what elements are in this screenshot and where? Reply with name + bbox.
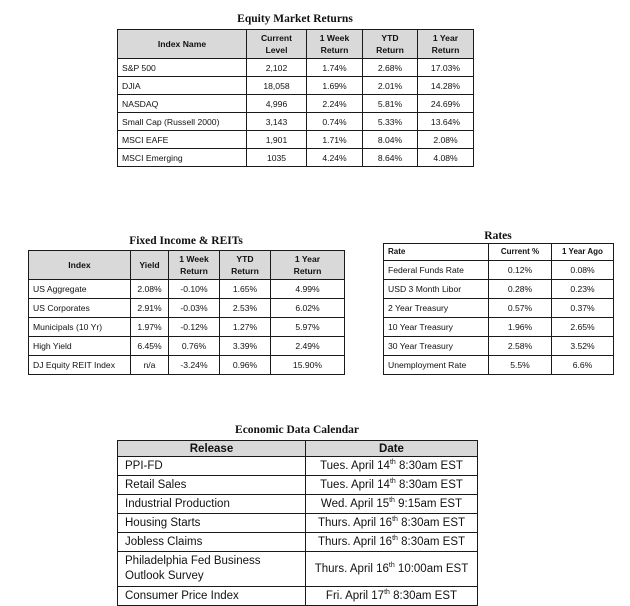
equity-col-index: Index Name bbox=[118, 30, 247, 59]
fixed-header-row bbox=[29, 251, 345, 280]
calendar-release: Philadelphia Fed Business Outlook Survey bbox=[118, 552, 306, 587]
equity-index-name: Small Cap (Russell 2000) bbox=[118, 113, 247, 131]
equity-ytd-return: 5.33% bbox=[363, 113, 418, 131]
fixed-row bbox=[29, 299, 345, 318]
rates-name: Federal Funds Rate bbox=[384, 261, 489, 280]
equity-week-return: 2.24% bbox=[307, 95, 363, 113]
calendar-date-day: Wed. April 15 bbox=[320, 498, 390, 510]
fixed-year-return: 5.97% bbox=[271, 318, 345, 337]
equity-col-year: 1 Year Return bbox=[418, 30, 474, 59]
rates-col-year-ago: 1 Year Ago bbox=[552, 244, 614, 261]
fixed-yield: 6.45% bbox=[131, 337, 169, 356]
equity-current-level: 2,102 bbox=[247, 59, 307, 77]
calendar-date-day: Thurs. April 16 bbox=[314, 563, 389, 575]
fixed-income-title: Fixed Income & REITs bbox=[129, 235, 243, 247]
rates-header-row bbox=[384, 244, 614, 261]
calendar-release: PPI-FD bbox=[118, 457, 306, 476]
calendar-row bbox=[118, 476, 478, 495]
fixed-index-name: DJ Equity REIT Index bbox=[29, 356, 131, 375]
calendar-date-suffix: th bbox=[389, 459, 396, 467]
calendar-col-date: Date bbox=[306, 441, 478, 457]
calendar-date-time: 9:15am EST bbox=[394, 498, 463, 510]
calendar-date-time: 8:30am EST bbox=[395, 479, 463, 491]
equity-row bbox=[118, 77, 474, 95]
rates-name: USD 3 Month Libor bbox=[384, 280, 489, 299]
fixed-year-return: 15.90% bbox=[271, 356, 345, 375]
calendar-date-time: 8:30am EST bbox=[397, 536, 466, 548]
calendar-date-day: Thurs. April 16 bbox=[317, 536, 393, 548]
calendar-date bbox=[306, 457, 478, 476]
calendar-date-time: 8:30am EST bbox=[389, 590, 458, 602]
calendar-date-suffix: th bbox=[384, 589, 390, 597]
calendar-release: Housing Starts bbox=[118, 514, 306, 533]
calendar-row bbox=[118, 457, 478, 476]
rates-current: 0.28% bbox=[489, 280, 552, 299]
calendar-date-time: 8:30am EST bbox=[395, 460, 463, 472]
equity-year-return: 24.69% bbox=[418, 95, 474, 113]
fixed-row bbox=[29, 280, 345, 299]
equity-current-level: 4,996 bbox=[247, 95, 307, 113]
equity-current-level: 18,058 bbox=[247, 77, 307, 95]
fixed-ytd-return: 1.65% bbox=[220, 280, 271, 299]
fixed-ytd-return: 2.53% bbox=[220, 299, 271, 318]
fixed-yield: 2.91% bbox=[131, 299, 169, 318]
fixed-week-return: 0.76% bbox=[169, 337, 220, 356]
equity-current-level: 3,143 bbox=[247, 113, 307, 131]
fixed-year-return: 4.99% bbox=[271, 280, 345, 299]
fixed-year-return: 6.02% bbox=[271, 299, 345, 318]
equity-week-return: 1.69% bbox=[307, 77, 363, 95]
equity-header-row bbox=[118, 30, 474, 59]
equity-row bbox=[118, 113, 474, 131]
fixed-row bbox=[29, 356, 345, 375]
fixed-index-name: Municipals (10 Yr) bbox=[29, 318, 131, 337]
rates-row bbox=[384, 280, 614, 299]
equity-table bbox=[117, 29, 474, 167]
rates-current: 1.96% bbox=[489, 318, 552, 337]
equity-year-return: 13.64% bbox=[418, 113, 474, 131]
rates-name: 30 Year Treasury bbox=[384, 337, 489, 356]
equity-year-return: 2.08% bbox=[418, 131, 474, 149]
calendar-header-row bbox=[118, 441, 478, 457]
fixed-yield: 2.08% bbox=[131, 280, 169, 299]
rates-col-current: Current % bbox=[489, 244, 552, 261]
equity-index-name: MSCI EAFE bbox=[118, 131, 247, 149]
calendar-row bbox=[118, 495, 478, 514]
calendar-title: Economic Data Calendar bbox=[235, 424, 359, 436]
calendar-release: Jobless Claims bbox=[118, 533, 306, 552]
calendar-date bbox=[306, 514, 478, 533]
equity-ytd-return: 2.68% bbox=[363, 59, 418, 77]
equity-row bbox=[118, 131, 474, 149]
fixed-week-return: -0.10% bbox=[169, 280, 220, 299]
calendar-date-suffix: th bbox=[389, 497, 395, 505]
rates-current: 0.12% bbox=[489, 261, 552, 280]
rates-row bbox=[384, 318, 614, 337]
rates-row bbox=[384, 337, 614, 356]
fixed-yield: 1.97% bbox=[131, 318, 169, 337]
equity-index-name: S&P 500 bbox=[118, 59, 247, 77]
fixed-row bbox=[29, 318, 345, 337]
rates-current: 5.5% bbox=[489, 356, 552, 375]
calendar-release: Retail Sales bbox=[118, 476, 306, 495]
fixed-col-week: 1 Week Return bbox=[169, 251, 220, 280]
calendar-date-day: Tues. April 14 bbox=[320, 479, 390, 491]
calendar-date bbox=[306, 495, 478, 514]
fixed-index-name: High Yield bbox=[29, 337, 131, 356]
calendar-date-suffix: th bbox=[389, 478, 396, 486]
rates-name: Unemployment Rate bbox=[384, 356, 489, 375]
fixed-week-return: -0.12% bbox=[169, 318, 220, 337]
fixed-row bbox=[29, 337, 345, 356]
calendar-date-suffix: th bbox=[392, 516, 398, 524]
equity-current-level: 1,901 bbox=[247, 131, 307, 149]
rates-row bbox=[384, 299, 614, 318]
equity-week-return: 1.74% bbox=[307, 59, 363, 77]
rates-row bbox=[384, 356, 614, 375]
calendar-date bbox=[306, 552, 478, 587]
rates-current: 2.58% bbox=[489, 337, 552, 356]
equity-row bbox=[118, 95, 474, 113]
equity-week-return: 4.24% bbox=[307, 149, 363, 167]
fixed-ytd-return: 1.27% bbox=[220, 318, 271, 337]
calendar-row bbox=[118, 587, 478, 606]
equity-row bbox=[118, 59, 474, 77]
rates-year-ago: 0.37% bbox=[552, 299, 614, 318]
calendar-row bbox=[118, 552, 478, 587]
equity-col-ytd: YTD Return bbox=[363, 30, 418, 59]
rates-name: 10 Year Treasury bbox=[384, 318, 489, 337]
fixed-week-return: -0.03% bbox=[169, 299, 220, 318]
rates-year-ago: 6.6% bbox=[552, 356, 614, 375]
equity-title: Equity Market Returns bbox=[237, 13, 353, 25]
equity-week-return: 1.71% bbox=[307, 131, 363, 149]
equity-year-return: 4.08% bbox=[418, 149, 474, 167]
calendar-date-time: 8:30am EST bbox=[397, 517, 466, 529]
fixed-ytd-return: 0.96% bbox=[220, 356, 271, 375]
rates-year-ago: 3.52% bbox=[552, 337, 614, 356]
rates-title: Rates bbox=[484, 230, 512, 242]
rates-year-ago: 2.65% bbox=[552, 318, 614, 337]
equity-ytd-return: 8.04% bbox=[363, 131, 418, 149]
fixed-yield: n/a bbox=[131, 356, 169, 375]
equity-ytd-return: 8.64% bbox=[363, 149, 418, 167]
equity-ytd-return: 2.01% bbox=[363, 77, 418, 95]
rates-year-ago: 0.08% bbox=[552, 261, 614, 280]
calendar-release: Consumer Price Index bbox=[118, 587, 306, 606]
equity-row bbox=[118, 149, 474, 167]
fixed-year-return: 2.49% bbox=[271, 337, 345, 356]
rates-current: 0.57% bbox=[489, 299, 552, 318]
calendar-date bbox=[306, 533, 478, 552]
fixed-col-ytd: YTD Return bbox=[220, 251, 271, 280]
calendar-release: Industrial Production bbox=[118, 495, 306, 514]
fixed-col-year: 1 Year Return bbox=[271, 251, 345, 280]
calendar-date-day: Fri. April 17 bbox=[325, 590, 385, 602]
fixed-week-return: -3.24% bbox=[169, 356, 220, 375]
calendar-date-day: Thurs. April 16 bbox=[317, 517, 393, 529]
calendar-date bbox=[306, 587, 478, 606]
rates-row bbox=[384, 261, 614, 280]
calendar-row bbox=[118, 533, 478, 552]
calendar-date-suffix: th bbox=[392, 535, 398, 543]
rates-col-rate: Rate bbox=[384, 244, 489, 261]
fixed-ytd-return: 3.39% bbox=[220, 337, 271, 356]
fixed-income-table bbox=[28, 250, 345, 375]
calendar-date-suffix: th bbox=[388, 562, 395, 570]
equity-year-return: 14.28% bbox=[418, 77, 474, 95]
equity-index-name: DJIA bbox=[118, 77, 247, 95]
rates-year-ago: 0.23% bbox=[552, 280, 614, 299]
fixed-index-name: US Aggregate bbox=[29, 280, 131, 299]
equity-current-level: 1035 bbox=[247, 149, 307, 167]
equity-col-current: Current Level bbox=[247, 30, 307, 59]
fixed-col-yield: Yield bbox=[131, 251, 169, 280]
calendar-date bbox=[306, 476, 478, 495]
equity-index-name: NASDAQ bbox=[118, 95, 247, 113]
equity-index-name: MSCI Emerging bbox=[118, 149, 247, 167]
equity-col-week: 1 Week Return bbox=[307, 30, 363, 59]
rates-name: 2 Year Treasury bbox=[384, 299, 489, 318]
fixed-index-name: US Corporates bbox=[29, 299, 131, 318]
rates-table bbox=[383, 243, 614, 375]
calendar-row bbox=[118, 514, 478, 533]
calendar-table bbox=[117, 440, 478, 606]
calendar-date-time: 10:00am EST bbox=[394, 563, 469, 575]
equity-year-return: 17.03% bbox=[418, 59, 474, 77]
fixed-col-index: Index bbox=[29, 251, 131, 280]
equity-week-return: 0.74% bbox=[307, 113, 363, 131]
calendar-date-day: Tues. April 14 bbox=[320, 460, 390, 472]
equity-ytd-return: 5.81% bbox=[363, 95, 418, 113]
calendar-col-release: Release bbox=[118, 441, 306, 457]
